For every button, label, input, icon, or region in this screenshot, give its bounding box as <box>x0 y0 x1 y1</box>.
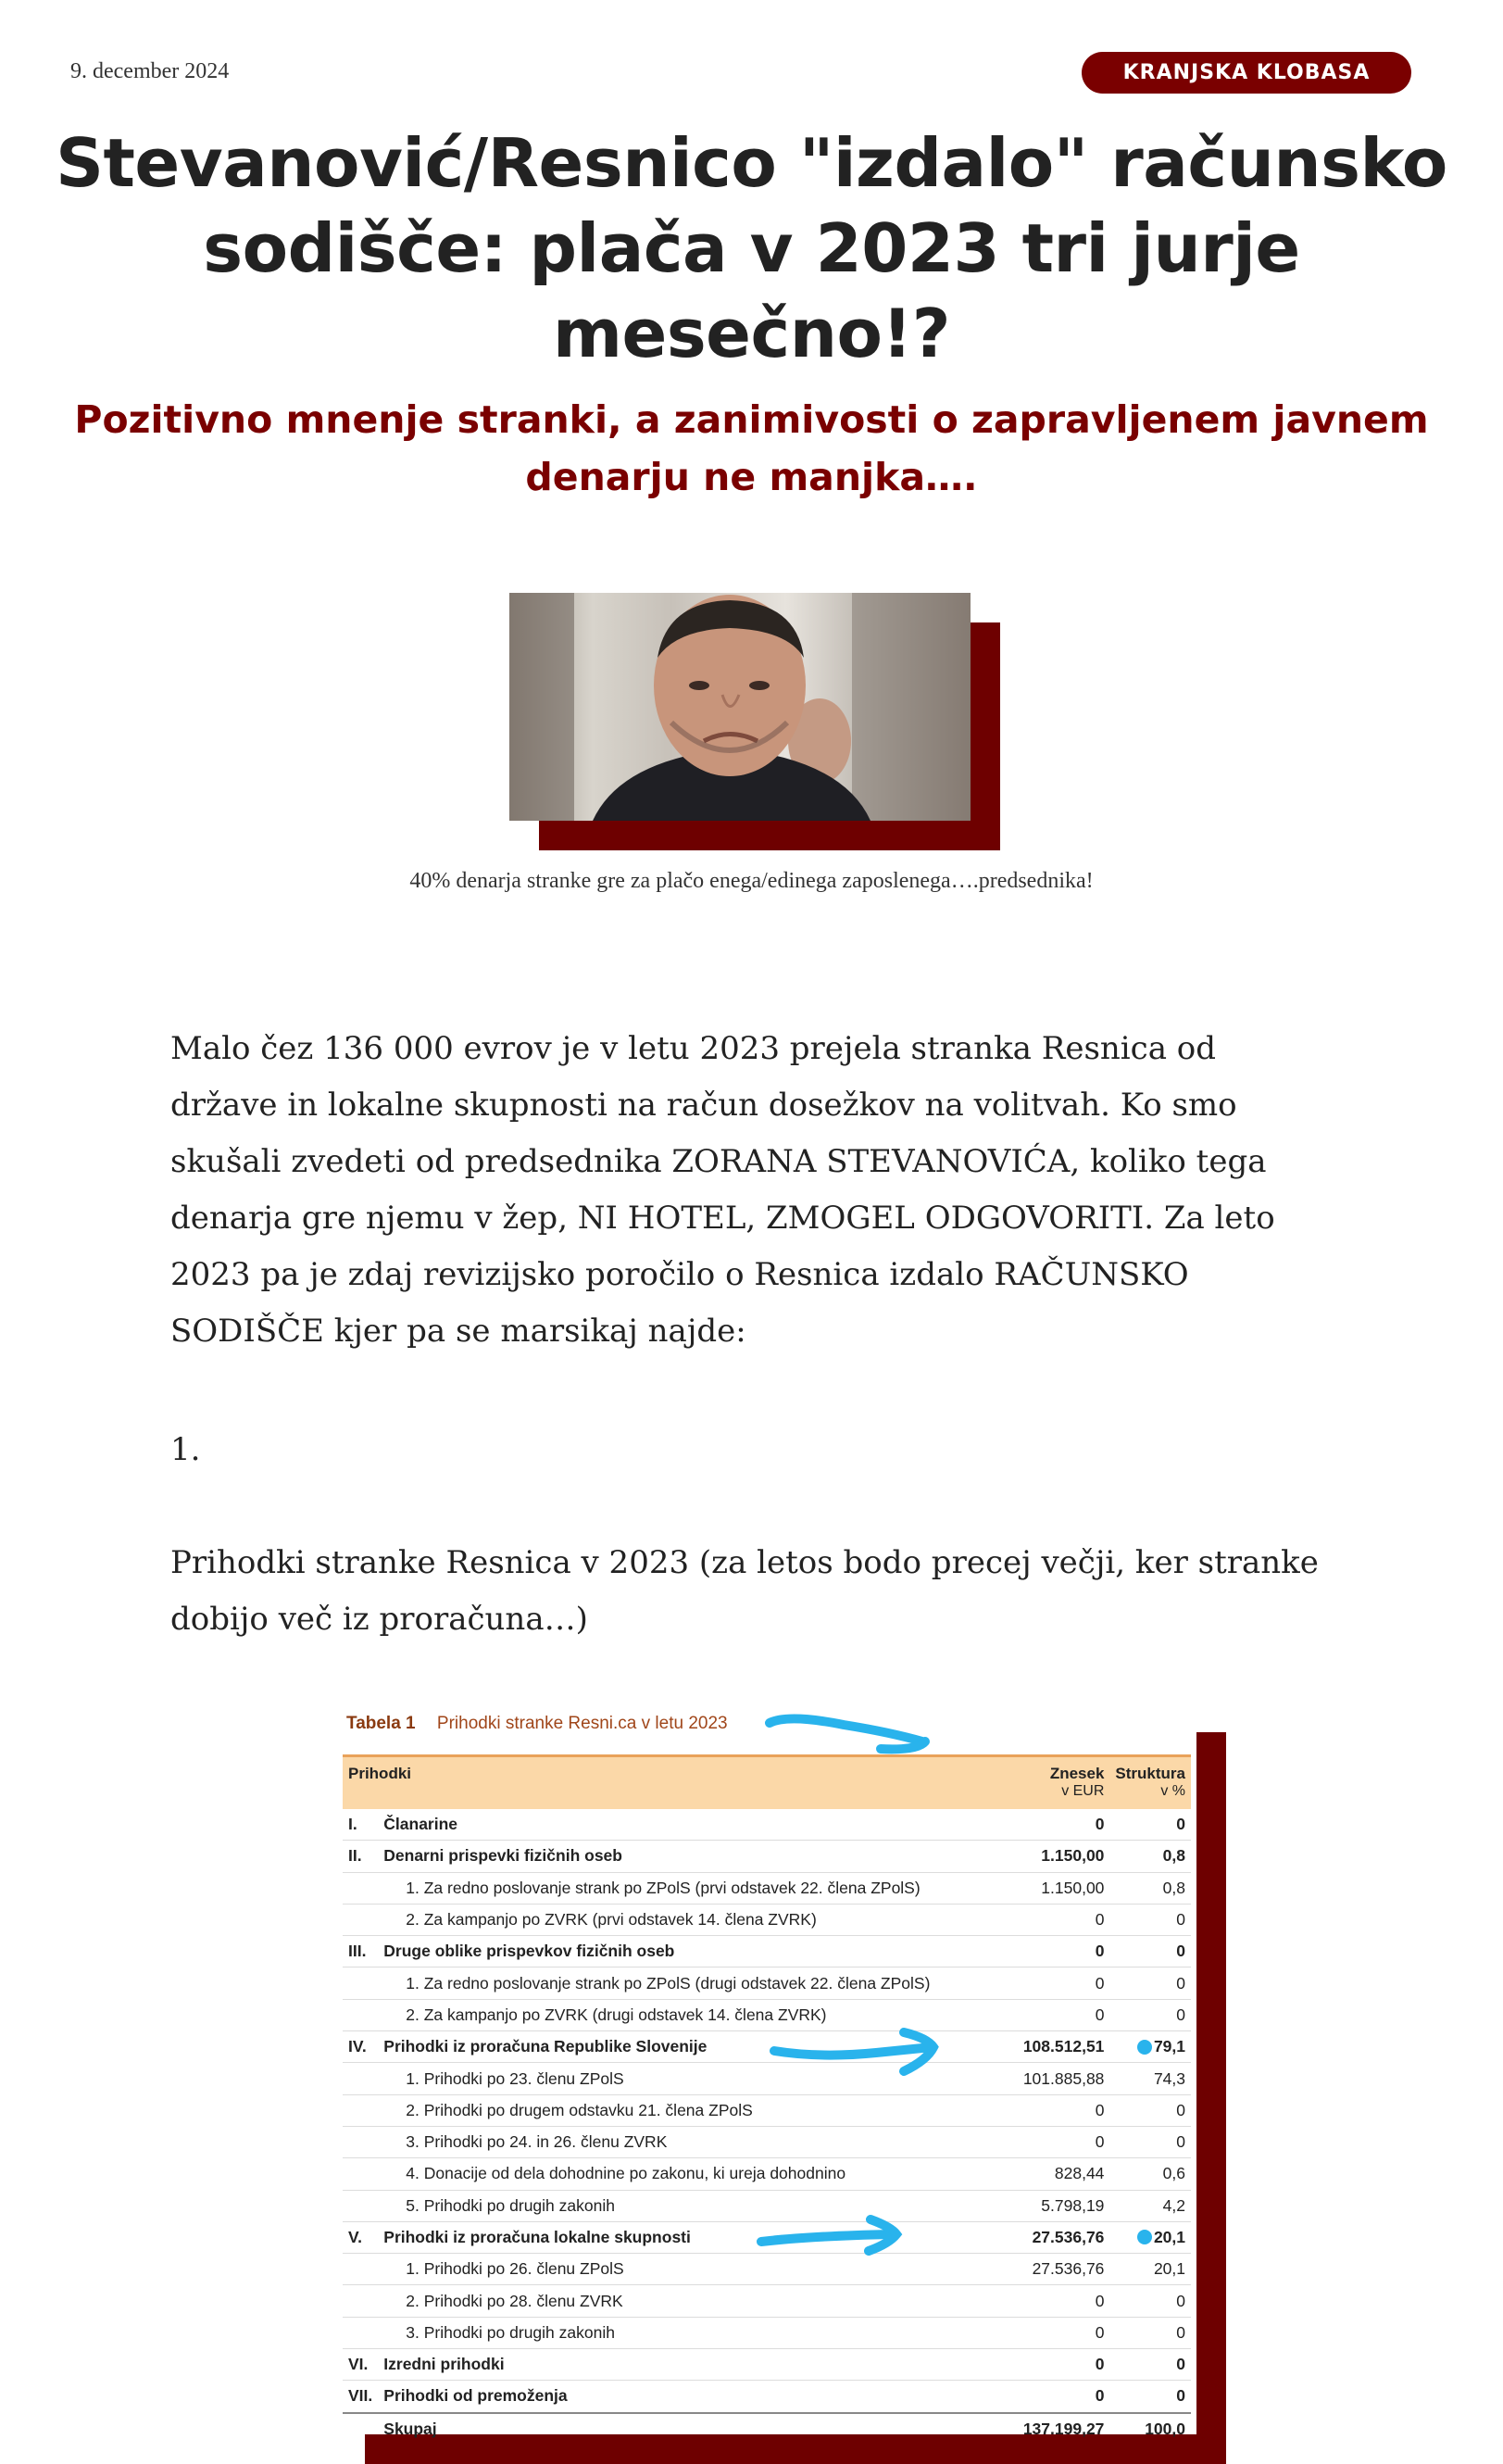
article-paragraph: Malo čez 136 000 evrov je v letu 2023 prejela stranka Resnica od države in lokalne skupnosti na račun dosežkov na volitvah. Ko smo skušali zvedeti od predsednika ZORANA STEVANOVIĆA, koliko tega denarja gre njemu v žep, NI HOTEL, ZMOGEL ODGOVORITI. Za leto 2023 pa je zdaj revizijsko poročilo o Resnica izdalo RAČUNSKO SODIŠČE kjer pa se marsikaj najde: <box>170 1030 1275 1350</box>
row-index: IV. <box>343 2031 378 2063</box>
row-share: 0,8 <box>1109 1841 1191 1872</box>
row-share: 0 <box>1109 1967 1191 1999</box>
header-amount-label: Znesek <box>1049 1765 1105 1782</box>
row-index <box>343 2126 378 2157</box>
row-share: 0 <box>1109 2126 1191 2157</box>
row-index <box>343 2158 378 2190</box>
row-amount: 0 <box>978 2094 1109 2126</box>
row-amount: 0 <box>978 2381 1109 2413</box>
row-amount: 101.885,88 <box>978 2063 1109 2094</box>
row-label: 4. Donacije od dela dohodnine po zakonu, ki ureja dohodnino <box>378 2158 978 2190</box>
row-amount: 27.536,76 <box>978 2221 1109 2253</box>
table-row <box>343 2094 1191 2126</box>
row-index <box>343 1999 378 2030</box>
row-label: Prihodki iz proračuna Republike Slovenije <box>378 2031 978 2063</box>
portrait-photo <box>509 593 971 821</box>
row-index: III. <box>343 1936 378 1967</box>
row-amount: 0 <box>978 1809 1109 1841</box>
article-paragraph: Prihodki stranke Resnica v 2023 (za letos bodo precej večji, ker stranke dobijo več iz proračuna…) <box>170 1544 1319 1638</box>
row-index <box>343 2317 378 2348</box>
row-amount: 137.199,27 <box>978 2413 1109 2445</box>
table-row <box>343 1809 1191 1841</box>
table-row <box>343 1904 1191 1935</box>
row-label: Članarine <box>378 1809 978 1841</box>
row-label: 2. Prihodki po 28. členu ZVRK <box>378 2285 978 2317</box>
row-share: 20,1 <box>1109 2254 1191 2285</box>
row-amount: 1.150,00 <box>978 1841 1109 1872</box>
row-label: Prihodki iz proračuna lokalne skupnosti <box>378 2221 978 2253</box>
row-label: Druge oblike prispevkov fizičnih oseb <box>378 1936 978 1967</box>
row-index: VI. <box>343 2349 378 2381</box>
row-label: 2. Za kampanjo po ZVRK (prvi odstavek 14. člena ZVRK) <box>378 1904 978 1935</box>
row-amount: 0 <box>978 1999 1109 2030</box>
row-index: II. <box>343 1841 378 1872</box>
row-share: 79,1 <box>1109 2031 1191 2063</box>
table-caption-title: Prihodki stranke Resni.ca v letu 2023 <box>436 1714 728 1733</box>
table-body <box>343 1809 1191 2445</box>
highlight-dot <box>1137 2040 1152 2055</box>
table-row <box>343 1872 1191 1904</box>
row-index <box>343 2190 378 2221</box>
row-label: 1. Prihodki po 23. členu ZPolS <box>378 2063 978 2094</box>
row-index: I. <box>343 1809 378 1841</box>
row-amount: 0 <box>978 2317 1109 2348</box>
row-amount: 1.150,00 <box>978 1872 1109 1904</box>
row-share: 0,8 <box>1109 1872 1191 1904</box>
row-label: Denarni prispevki fizičnih oseb <box>378 1841 978 1872</box>
article-title: Stevanović/Resnico "izdalo" računsko sodišče: plača v 2023 tri jurje mesečno!? <box>56 124 1447 372</box>
row-label: 5. Prihodki po drugih zakonih <box>378 2190 978 2221</box>
featured-image <box>509 593 1000 850</box>
table-card <box>339 1703 1196 2438</box>
row-share: 74,3 <box>1109 2063 1191 2094</box>
row-index: V. <box>343 2221 378 2253</box>
portrait-illustration <box>509 593 971 821</box>
table-row <box>343 2381 1191 2413</box>
row-label: 2. Za kampanjo po ZVRK (drugi odstavek 14. člena ZVRK) <box>378 1999 978 2030</box>
row-amount: 0 <box>978 2126 1109 2157</box>
highlight-dot <box>1137 2230 1152 2244</box>
row-amount: 0 <box>978 2285 1109 2317</box>
arrow-annotation-icon <box>760 1704 946 1769</box>
row-label: 3. Prihodki po 24. in 26. členu ZVRK <box>378 2126 978 2157</box>
row-share: 100,0 <box>1109 2413 1191 2445</box>
arrow-annotation-icon <box>765 2025 950 2084</box>
arrow-annotation-icon <box>752 2210 919 2266</box>
header-amount <box>978 1756 1109 1810</box>
row-label: 1. Prihodki po 26. členu ZPolS <box>378 2254 978 2285</box>
row-label: Skupaj <box>378 2413 978 2445</box>
header-income: Prihodki <box>343 1756 978 1810</box>
row-index <box>343 1904 378 1935</box>
row-index <box>343 1872 378 1904</box>
table-row <box>343 1967 1191 1999</box>
row-amount: 5.798,19 <box>978 2190 1109 2221</box>
row-share: 0 <box>1109 1936 1191 1967</box>
row-index <box>343 2254 378 2285</box>
table-caption-label: Tabela 1 <box>346 1714 416 1733</box>
table-row <box>343 1936 1191 1967</box>
row-share: 4,2 <box>1109 2190 1191 2221</box>
row-share: 0 <box>1109 2285 1191 2317</box>
row-label: 1. Za redno poslovanje strank po ZPolS (prvi odstavek 22. člena ZPolS) <box>378 1872 978 1904</box>
row-amount: 828,44 <box>978 2158 1109 2190</box>
row-label: 3. Prihodki po drugih zakonih <box>378 2317 978 2348</box>
income-table <box>343 1754 1191 2445</box>
row-label: Izredni prihodki <box>378 2349 978 2381</box>
row-share: 0 <box>1109 2317 1191 2348</box>
row-amount: 0 <box>978 2349 1109 2381</box>
table-row <box>343 2349 1191 2381</box>
article-subtitle: Pozitivno mnenje stranki, a zanimivosti o zapravljenem javnem denarju ne manjka…. <box>74 397 1429 499</box>
income-table-image <box>339 1703 1226 2457</box>
row-index <box>343 2063 378 2094</box>
row-label: Prihodki od premoženja <box>378 2381 978 2413</box>
table-row <box>343 2317 1191 2348</box>
row-amount: 0 <box>978 1936 1109 1967</box>
row-share: 0 <box>1109 1809 1191 1841</box>
row-share: 0 <box>1109 2349 1191 2381</box>
publish-date: 9. december 2024 <box>70 59 230 83</box>
row-amount: 0 <box>978 1904 1109 1935</box>
list-number: 1. <box>170 1431 201 1468</box>
table-row <box>343 1841 1191 1872</box>
row-index <box>343 2094 378 2126</box>
category-badge[interactable]: KRANJSKA KLOBASA <box>1082 52 1411 94</box>
row-share: 0 <box>1109 1999 1191 2030</box>
table-row <box>343 2285 1191 2317</box>
image-caption: 40% denarja stranke gre za plačo enega/edinega zaposlenega….predsednika! <box>409 869 1094 893</box>
row-share: 0 <box>1109 2094 1191 2126</box>
row-index <box>343 1967 378 1999</box>
header-amount-unit: v EUR <box>1061 1783 1105 1799</box>
table-caption <box>346 1714 728 1734</box>
row-share: 20,1 <box>1109 2221 1191 2253</box>
row-index <box>343 2285 378 2317</box>
row-share: 0,6 <box>1109 2158 1191 2190</box>
table-row <box>343 2126 1191 2157</box>
row-index <box>343 2413 378 2445</box>
row-share: 0 <box>1109 1904 1191 1935</box>
row-label: 1. Za redno poslovanje strank po ZPolS (drugi odstavek 22. člena ZPolS) <box>378 1967 978 1999</box>
row-share: 0 <box>1109 2381 1191 2413</box>
header-share <box>1109 1756 1191 1810</box>
header-share-unit: v % <box>1160 1783 1185 1799</box>
table-row <box>343 2158 1191 2190</box>
table-row <box>343 2413 1191 2445</box>
row-amount: 27.536,76 <box>978 2254 1109 2285</box>
row-index: VII. <box>343 2381 378 2413</box>
row-amount: 0 <box>978 1967 1109 1999</box>
header-share-label: Struktura <box>1115 1765 1185 1782</box>
row-label: 2. Prihodki po drugem odstavku 21. člena ZPolS <box>378 2094 978 2126</box>
row-amount: 108.512,51 <box>978 2031 1109 2063</box>
